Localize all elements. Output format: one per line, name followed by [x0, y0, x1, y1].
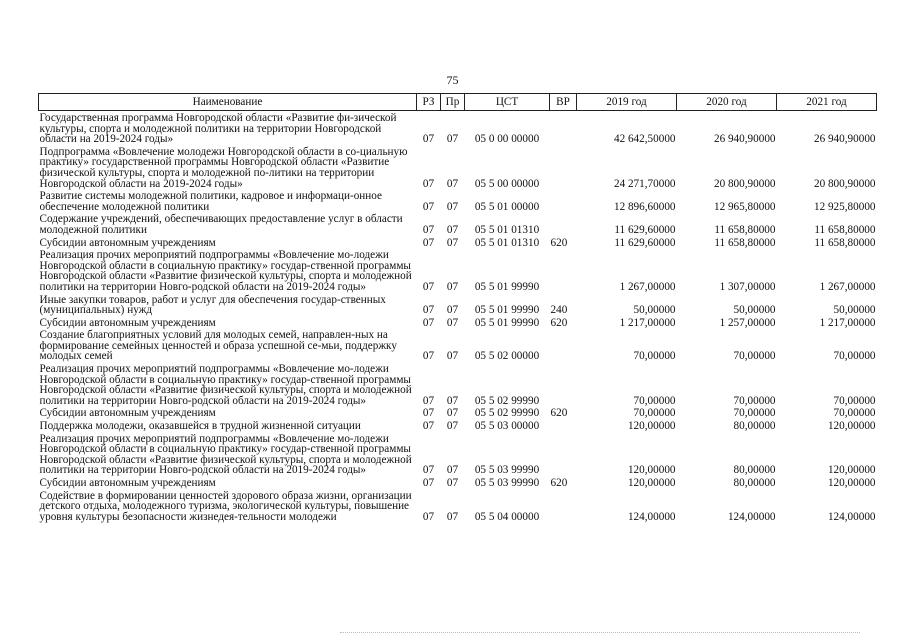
row-2020: 70,00000 — [733, 350, 776, 363]
row-cst: 05 5 03 99990 — [474, 477, 540, 489]
row-rz: 07 — [422, 510, 435, 523]
row-cst: 05 5 01 01310 — [474, 223, 540, 236]
row-rz: 07 — [422, 407, 435, 420]
row-name: Государственная программа Новгородской области «Развитие фи-зической культуры, спорта и молодежной политики на территории Новгородской области на 2019-2024 годы» — [39, 112, 397, 146]
row-cst: 05 5 01 01310 — [474, 236, 540, 249]
row-2020: 1 307,00000 — [719, 280, 776, 293]
table-row — [39, 476, 877, 489]
header-vr: ВР — [550, 94, 577, 111]
row-2019: 70,00000 — [633, 394, 676, 407]
table-row — [39, 236, 877, 249]
row-vr — [550, 489, 577, 523]
row-rz: 07 — [422, 223, 435, 236]
header-2019: 2019 год — [577, 94, 677, 111]
row-vr — [550, 419, 577, 432]
row-pr: 07 — [446, 236, 459, 249]
row-rz: 07 — [422, 464, 435, 477]
row-name: Реализация прочих мероприятий подпрограммы «Вовлечение мо-лодежи Новгородской области в социальную практику» государ-ственной программы Новгородской области «Развитие физической культуры, спорта и молодежной политики на территории Новго-родской области на 2019-2024 годы» — [39, 363, 412, 407]
row-2020: 11 658,80000 — [714, 236, 776, 249]
table-row — [39, 189, 877, 212]
row-pr: 07 — [446, 464, 459, 477]
row-2019: 120,00000 — [627, 420, 676, 433]
row-2019: 12 896,60000 — [613, 200, 676, 213]
row-pr: 07 — [446, 316, 459, 329]
row-2019: 70,00000 — [633, 350, 676, 363]
row-2019: 124,00000 — [627, 510, 676, 523]
table-row — [39, 145, 877, 189]
row-2020: 11 658,80000 — [714, 223, 776, 236]
row-2019: 11 629,60000 — [614, 223, 676, 236]
row-rz: 07 — [422, 420, 435, 433]
row-pr: 07 — [446, 304, 459, 317]
row-pr: 07 — [446, 477, 459, 489]
table-row — [39, 293, 877, 316]
row-2020: 50,00000 — [733, 304, 776, 317]
row-pr: 07 — [446, 133, 459, 146]
row-pr: 07 — [446, 510, 459, 523]
row-name: Субсидии автономным учреждениям — [39, 407, 216, 420]
row-2021: 11 658,80000 — [814, 236, 876, 249]
row-rz: 07 — [422, 304, 435, 317]
row-vr: 620 — [550, 407, 568, 420]
header-cst: ЦСТ — [465, 94, 550, 111]
row-2020: 80,00000 — [733, 464, 776, 477]
row-2019: 70,00000 — [633, 407, 676, 420]
row-cst: 05 5 03 99990 — [474, 464, 540, 477]
row-2021: 12 925,80000 — [813, 200, 876, 213]
row-rz: 07 — [422, 280, 435, 293]
row-2020: 1 257,00000 — [719, 316, 776, 329]
row-2020: 80,00000 — [733, 420, 776, 433]
row-name: Субсидии автономным учреждениям — [39, 477, 216, 489]
row-2021: 1 267,00000 — [819, 280, 876, 293]
row-name: Содействие в формировании ценностей здорового образа жизни, организации детского отдыха, молодежного туризма, экологической культуры, повышение уровня культуры безопасности жизнедея-тельности молодежи — [39, 489, 412, 523]
row-2020: 70,00000 — [733, 394, 776, 407]
row-cst: 05 5 01 99990 — [474, 316, 540, 329]
table-row — [39, 419, 877, 432]
table-row — [39, 212, 877, 235]
row-vr — [550, 248, 577, 292]
row-name: Иные закупки товаров, работ и услуг для обеспечения государ-ственных (муниципальных) нужд — [39, 293, 386, 317]
row-vr — [550, 328, 577, 362]
row-cst: 05 5 00 00000 — [474, 177, 540, 190]
row-rz: 07 — [422, 316, 435, 329]
row-2021: 120,00000 — [827, 420, 876, 433]
row-pr: 07 — [446, 177, 459, 190]
table-row — [39, 489, 877, 523]
row-cst: 05 5 01 99990 — [474, 280, 540, 293]
row-pr: 07 — [446, 350, 459, 363]
row-cst: 05 5 03 00000 — [474, 420, 540, 433]
row-vr — [550, 111, 577, 145]
row-vr — [550, 362, 577, 406]
row-2019: 120,00000 — [627, 477, 676, 489]
row-2021: 26 940,90000 — [813, 133, 876, 146]
row-cst: 05 5 02 99990 — [474, 407, 540, 420]
row-cst: 05 0 00 00000 — [474, 133, 540, 146]
row-rz: 07 — [422, 133, 435, 146]
row-name: Подпрограмма «Вовлечение молодежи Новгородской области в со-циальную практику» государственной программы Новгородской области «Развитие физической культуры, спорта и молодежной по-литики на территории Новгородской области на 2019-2024 годы» — [39, 145, 408, 190]
table-row — [39, 362, 877, 406]
row-2020: 26 940,90000 — [713, 133, 776, 146]
row-vr: 620 — [550, 236, 568, 249]
table-row — [39, 432, 877, 476]
header-row — [39, 94, 877, 111]
row-rz: 07 — [422, 477, 435, 489]
header-pr: Пр — [441, 94, 465, 111]
budget-table — [38, 93, 877, 522]
table-row — [39, 406, 877, 419]
header-rz: РЗ — [417, 94, 441, 111]
row-2021: 70,00000 — [833, 394, 876, 407]
row-name: Поддержка молодежи, оказавшейся в трудной жизненной ситуации — [39, 420, 361, 433]
row-cst: 05 5 01 99990 — [474, 304, 540, 317]
row-pr: 07 — [446, 394, 459, 407]
row-name: Реализация прочих мероприятий подпрограммы «Вовлечение мо-лодежи Новгородской области в социальную практику» государ-ственной программы Новгородской области «Развитие физической культуры, спорта и молодежной политики на территории Новго-родской области на 2019-2024 годы» — [39, 432, 412, 477]
page-number: 75 — [446, 73, 459, 87]
row-vr: 620 — [550, 316, 568, 329]
row-2020: 70,00000 — [733, 407, 776, 420]
row-vr — [550, 189, 577, 212]
row-cst: 05 5 04 00000 — [474, 510, 540, 523]
row-vr — [550, 145, 577, 189]
page-bottom-scan-mark — [340, 632, 860, 635]
header-2021: 2021 год — [777, 94, 877, 111]
row-vr: 620 — [550, 477, 568, 489]
row-2019: 1 267,00000 — [619, 280, 676, 293]
row-cst: 05 5 02 00000 — [474, 350, 540, 363]
row-2019: 11 629,60000 — [614, 236, 676, 249]
header-name: Наименование — [39, 94, 417, 111]
row-vr: 240 — [550, 304, 568, 317]
row-rz: 07 — [422, 200, 435, 213]
table-row — [39, 316, 877, 329]
table-row — [39, 248, 877, 292]
row-cst: 05 5 01 00000 — [474, 200, 540, 213]
row-pr: 07 — [446, 407, 459, 420]
row-2021: 120,00000 — [827, 477, 876, 489]
row-name: Содержание учреждений, обеспечивающих предоставление услуг в области молодежной политики — [39, 213, 403, 236]
row-2020: 12 965,80000 — [713, 200, 776, 213]
row-2021: 1 217,00000 — [819, 316, 876, 329]
row-2019: 120,00000 — [627, 464, 676, 477]
row-2020: 124,00000 — [727, 510, 776, 523]
row-cst: 05 5 02 99990 — [474, 394, 540, 407]
row-2019: 1 217,00000 — [619, 316, 676, 329]
table-row — [39, 328, 877, 362]
table-body — [39, 111, 877, 523]
row-2021: 20 800,90000 — [813, 177, 876, 190]
row-name: Развитие системы молодежной политики, кадровое и информаци-онное обеспечение молодежной политики — [39, 190, 382, 213]
row-2020: 80,00000 — [733, 477, 776, 489]
row-2019: 50,00000 — [633, 304, 676, 317]
row-2021: 70,00000 — [833, 350, 876, 363]
row-2019: 42 642,50000 — [613, 133, 676, 146]
row-rz: 07 — [422, 394, 435, 407]
row-pr: 07 — [446, 280, 459, 293]
row-pr: 07 — [446, 200, 459, 213]
row-vr — [550, 432, 577, 476]
row-rz: 07 — [422, 236, 435, 249]
row-2021: 11 658,80000 — [814, 223, 876, 236]
row-2021: 50,00000 — [833, 304, 876, 317]
table-row — [39, 111, 877, 145]
row-2020: 20 800,90000 — [713, 177, 776, 190]
row-rz: 07 — [422, 350, 435, 363]
row-name: Субсидии автономным учреждениям — [39, 236, 216, 249]
row-pr: 07 — [446, 223, 459, 236]
row-name: Создание благоприятных условий для молодых семей, направлен-ных на формирование семейных ценностей и образа успешной се-мьи, поддержку молодых семей — [39, 329, 397, 363]
row-name: Субсидии автономным учреждениям — [39, 316, 216, 329]
row-2019: 24 271,70000 — [613, 177, 676, 190]
row-2021: 120,00000 — [827, 464, 876, 477]
row-2021: 70,00000 — [833, 407, 876, 420]
row-rz: 07 — [422, 177, 435, 190]
row-pr: 07 — [446, 420, 459, 433]
row-vr — [550, 212, 577, 235]
row-2021: 124,00000 — [827, 510, 876, 523]
header-2020: 2020 год — [677, 94, 777, 111]
row-name: Реализация прочих мероприятий подпрограммы «Вовлечение мо-лодежи Новгородской области в социальную практику» государ-ственной программы Новгородской области «Развитие физической культуры, спорта и молодежной политики на территории Новго-родской области на 2019-2024 годы» — [39, 249, 412, 293]
